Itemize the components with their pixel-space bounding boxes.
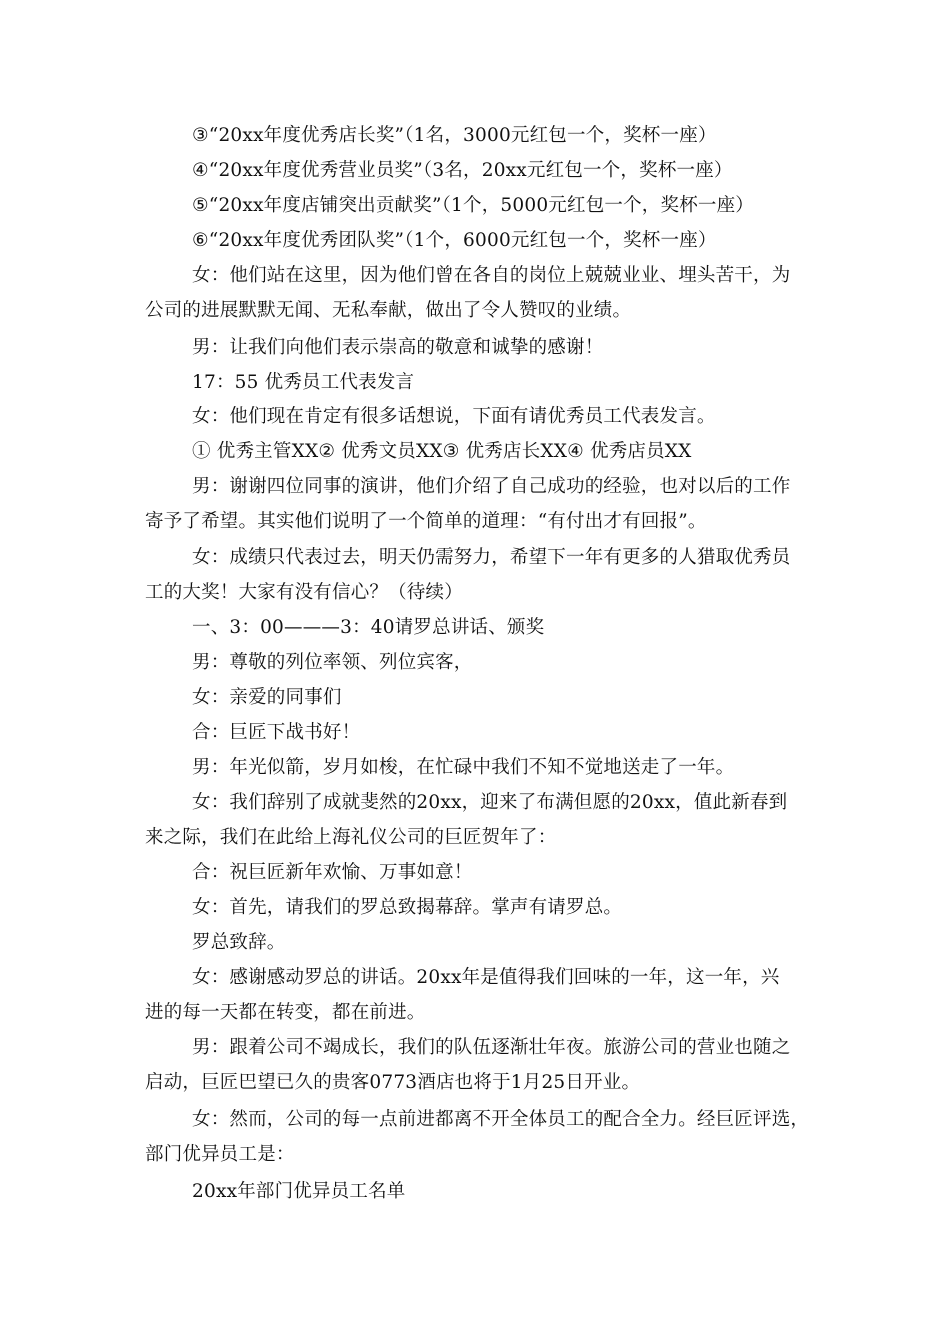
- paragraph-line: 女：然而，公司的每一点前进都离不开全体员工的配合全力。经巨匠评选，: [192, 1109, 810, 1130]
- paragraph-line: 男：年光似箭，岁月如梭，在忙碌中我们不知不觉地送走了一年。: [192, 757, 735, 778]
- representative-list: ① 优秀主管XX② 优秀文员XX③ 优秀店长XX④ 优秀店员XX: [192, 441, 692, 462]
- section-heading: 17：55 优秀员工代表发言: [192, 372, 415, 393]
- paragraph-line: 女：亲爱的同事们: [192, 687, 342, 708]
- paragraph-line: 女：他们站在这里，因为他们曾在各自的岗位上兢兢业业、埋头苦干，为: [192, 265, 791, 286]
- paragraph-line: 公司的进展默默无闻、无私奉献，做出了令人赞叹的业绩。: [145, 300, 632, 321]
- award-item-4: ④“20xx年度优秀营业员奖”（3名，20xx元红包一个，奖杯一座）: [192, 160, 733, 181]
- paragraph-line: 男：尊敬的列位率领、列位宾客，: [192, 652, 473, 673]
- paragraph-line: 合：祝巨匠新年欢愉、万事如意！: [192, 862, 473, 883]
- paragraph-line: 工的大奖！大家有没有信心？（待续）: [145, 582, 463, 603]
- paragraph-line: 女：他们现在肯定有很多话想说，下面有请优秀员工代表发言。: [192, 406, 716, 427]
- paragraph-line: 部门优异员工是：: [145, 1144, 295, 1165]
- paragraph-line: 罗总致辞。: [192, 932, 286, 953]
- paragraph-line: 女：首先，请我们的罗总致揭幕辞。掌声有请罗总。: [192, 897, 623, 918]
- paragraph-line: 进的每一天都在转变，都在前进。: [145, 1002, 426, 1023]
- paragraph-line: 男：谢谢四位同事的演讲，他们介绍了自己成功的经验，也对以后的工作: [192, 476, 791, 497]
- award-item-6: ⑥“20xx年度优秀团队奖”（1个，6000元红包一个，奖杯一座）: [192, 230, 717, 251]
- paragraph-line: 启动，巨匠巴望已久的贵客0773酒店也将于1月25日开业。: [145, 1072, 641, 1093]
- paragraph-line: 男：跟着公司不竭成长，我们的队伍逐渐壮年夜。旅游公司的营业也随之: [192, 1037, 791, 1058]
- paragraph-line: 寄予了希望。其实他们说明了一个简单的道理：“有付出才有回报”。: [145, 511, 707, 532]
- award-item-5: ⑤“20xx年度店铺突出贡献奖”（1个，5000元红包一个，奖杯一座）: [192, 195, 755, 216]
- section-heading: 一、3：00———3：40请罗总讲话、颁奖: [192, 617, 545, 638]
- paragraph-line: 合：巨匠下战书好！: [192, 722, 361, 743]
- paragraph-line: 女：感谢感动罗总的讲话。20xx年是值得我们回味的一年，这一年，兴: [192, 967, 780, 988]
- paragraph-line: 女：成绩只代表过去，明天仍需努力，希望下一年有更多的人猎取优秀员: [192, 547, 791, 568]
- list-title: 20xx年部门优异员工名单: [192, 1181, 406, 1202]
- paragraph-line: 男：让我们向他们表示崇高的敬意和诚挚的感谢！: [192, 337, 604, 358]
- award-item-3: ③“20xx年度优秀店长奖”（1名，3000元红包一个，奖杯一座）: [192, 125, 717, 146]
- paragraph-line: 来之际，我们在此给上海礼仪公司的巨匠贺年了：: [145, 827, 557, 848]
- paragraph-line: 女：我们辞别了成就斐然的20xx，迎来了布满但愿的20xx，值此新春到: [192, 792, 788, 813]
